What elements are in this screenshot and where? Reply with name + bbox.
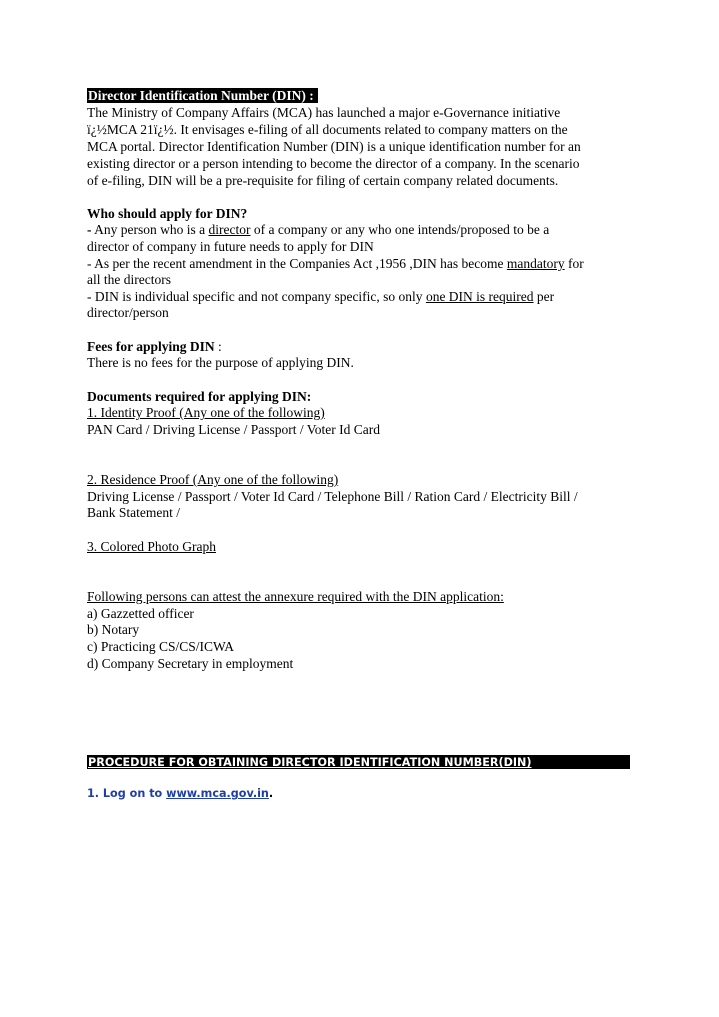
din-heading-line — [87, 87, 318, 104]
director-term: director — [208, 222, 251, 237]
attest-item-b: b) Notary — [87, 622, 140, 637]
intro-line-4: existing director or a person intending to become the director of a company. In the scenario — [87, 156, 580, 171]
colon: : — [214, 339, 222, 354]
procedure-step-1 — [87, 786, 273, 801]
who-apply-line-3 — [87, 255, 584, 272]
step-1-suffix: . — [268, 787, 274, 800]
fees-text: There is no fees for the purpose of applying DIN. — [87, 355, 354, 370]
intro-line-1: The Ministry of Company Affairs (MCA) has launched a major e-Governance initiative — [87, 105, 561, 120]
fees-heading-line — [87, 338, 222, 355]
step-1-prefix: 1. Log on to — [87, 787, 167, 800]
identity-proof-items: PAN Card / Driving License / Passport / Voter Id Card — [87, 422, 380, 437]
intro-line-3: MCA portal. Director Identification Number (DIN) is a unique identification number for an — [87, 139, 581, 154]
residence-proof-items-1: Driving License / Passport / Voter Id Card / Telephone Bill / Ration Card / Electricity Bill / — [87, 489, 578, 504]
photo-title: 3. Colored Photo Graph — [87, 539, 216, 554]
attest-item-c: c) Practicing CS/CS/ICWA — [87, 639, 234, 654]
mca-link[interactable]: www.mca.gov.in — [166, 787, 269, 800]
who-apply-heading: Who should apply for DIN? — [87, 206, 248, 221]
text: per — [533, 289, 555, 304]
intro-line-5: of e-filing, DIN will be a pre-requisite for filing of certain company related documents. — [87, 173, 559, 188]
identity-proof-title: 1. Identity Proof (Any one of the following) — [87, 405, 325, 420]
attest-heading: Following persons can attest the annexure required with the DIN application: — [87, 589, 504, 604]
who-apply-line-4: all the directors — [87, 272, 171, 287]
din-heading: Director Identification Number (DIN) : — [87, 88, 318, 103]
text: of a company or any who one intends/proposed to be a — [250, 222, 550, 237]
text: Any person who is a — [91, 222, 209, 237]
text: - DIN is individual specific and not company specific, so only — [87, 289, 426, 304]
who-apply-line-5 — [87, 288, 554, 305]
intro-line-2: ï¿½MCA 21ï¿½. It envisages e-filing of all documents related to company matters on the — [87, 122, 568, 137]
text: - As per the recent amendment in the Companies Act ,1956 ,DIN has become — [87, 256, 507, 271]
text: for — [564, 256, 584, 271]
dash: - — [87, 222, 92, 237]
one-din-term: one DIN is required — [425, 289, 534, 304]
who-apply-line-1 — [87, 221, 549, 238]
who-apply-line-2: director of company in future needs to apply for DIN — [87, 239, 374, 254]
residence-proof-items-2: Bank Statement / — [87, 505, 180, 520]
mandatory-term: mandatory — [506, 256, 565, 271]
attest-item-a: a) Gazzetted officer — [87, 606, 194, 621]
who-apply-line-6: director/person — [87, 305, 169, 320]
attest-item-d: d) Company Secretary in employment — [87, 656, 294, 671]
residence-proof-title: 2. Residence Proof (Any one of the following) — [87, 472, 339, 487]
fees-heading: Fees for applying DIN — [87, 339, 215, 354]
documents-heading: Documents required for applying DIN: — [87, 389, 312, 404]
procedure-heading: PROCEDURE FOR OBTAINING DIRECTOR IDENTIFICATION NUMBER(DIN) — [88, 756, 532, 769]
